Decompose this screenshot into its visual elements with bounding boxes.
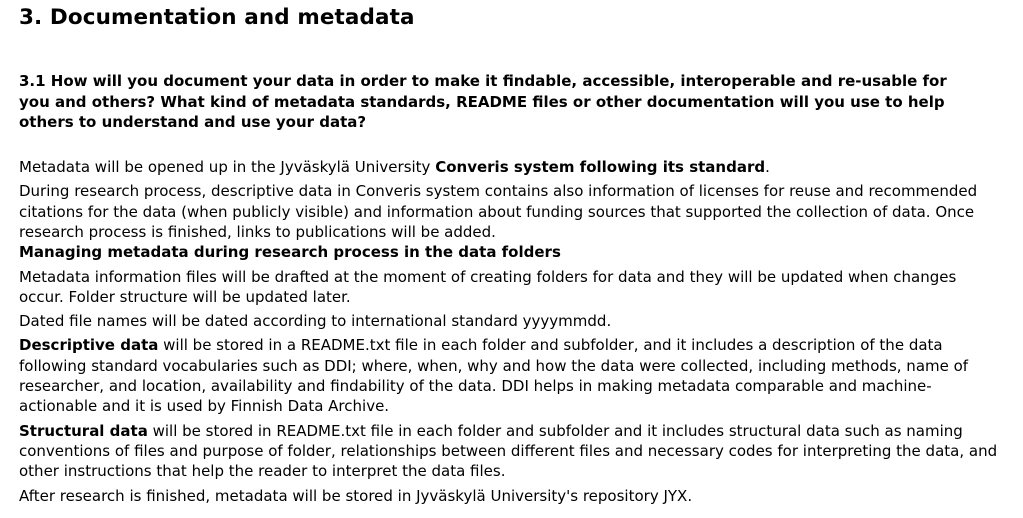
structural-data-label: Structural data bbox=[19, 421, 148, 440]
answer-body bbox=[19, 157, 1003, 506]
answer-p1-bold: Converis system following its standard bbox=[435, 158, 766, 177]
answer-paragraph-2: During research process, descriptive data in Converis system contains also information of licenses for reuse and recommended citations for the data (when publicly visible) and information about funding sources that supported the collection of data. Once research process is finished, links to publications will be added. bbox=[19, 182, 978, 241]
descriptive-data-text: will be stored in a README.txt file in each folder and subfolder, and it includes a description of the data following standard vocabularies such as DDI; where, when, why and how the data were collected, including methods, name of researcher, and location, availability and findability of the data. DDI helps in making metadata comparable and machine-actionable and it is used by Finnish Data Archive. bbox=[19, 336, 969, 416]
answer-paragraph-5 bbox=[19, 335, 1004, 416]
structural-data-text: will be stored in README.txt file in each folder and subfolder and it includes structural data such as naming conventions of files and purpose of folder, relationships between different files and necessary codes for interpreting the data, and other instructions that help the reader to interpret the data files. bbox=[19, 421, 998, 481]
answer-p1-tail: . bbox=[765, 158, 770, 177]
section-title: 3. Documentation and metadata bbox=[19, 5, 415, 30]
answer-paragraph-6 bbox=[19, 421, 1004, 482]
managing-metadata-subheading: Managing metadata during research process in the data folders bbox=[19, 243, 561, 262]
answer-paragraph-7: After research is finished, metadata will be stored in Jyväskylä University's repository JYX. bbox=[19, 486, 693, 505]
answer-paragraph-3: Metadata information files will be drafted at the moment of creating folders for data and they will be updated when changes occur. Folder structure will be updated later. bbox=[19, 267, 957, 306]
answer-paragraph-1 bbox=[19, 157, 1004, 177]
question-heading: 3.1 How will you document your data in order to make it findable, accessible, interoperable and re-usable for you and others? What kind of metadata standards, README files or other documentation will you use to help others to understand and use your data? bbox=[19, 72, 947, 132]
descriptive-data-label: Descriptive data bbox=[19, 336, 159, 355]
answer-paragraph-4: Dated file names will be dated according to international standard yyyymmdd. bbox=[19, 312, 612, 331]
answer-p1-lead: Metadata will be opened up in the Jyväskylä University bbox=[19, 158, 436, 177]
